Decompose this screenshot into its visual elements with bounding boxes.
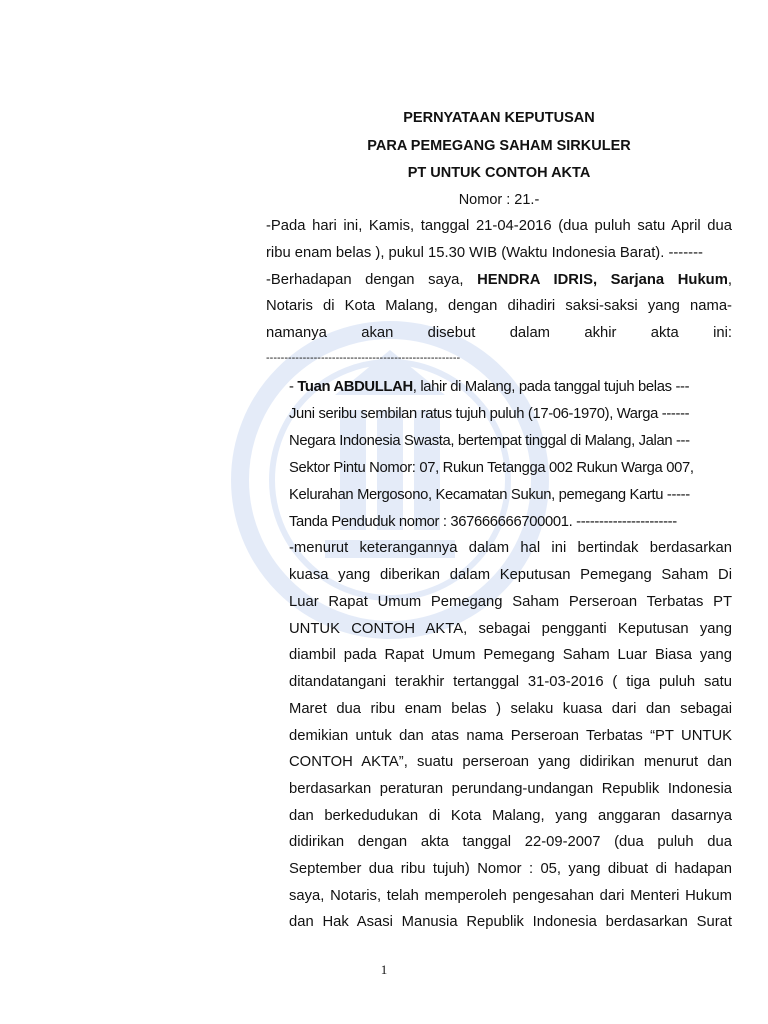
appearer-lead: -	[289, 379, 298, 395]
body-line-13: September dua ribu tujuh) Nomor : 05, yang dibuat di hadapan	[289, 861, 732, 877]
body-line-7: Maret dua ribu enam belas ) selaku kuasa dari dan sebagai	[289, 701, 732, 717]
appearer-line-6: Tanda Penduduk nomor : 367666666700001. ----------------------	[289, 514, 677, 530]
body-line-3: Luar Rapat Umum Pemegang Saham Perseroan Terbatas PT	[289, 594, 732, 610]
body-line-2: kuasa yang diberikan dalam Keputusan Pemegang Saham Di	[289, 567, 732, 583]
notary-line-3: namanya akan disebut dalam akhir akta ini:	[266, 325, 732, 341]
notary-suffix: ,	[727, 272, 732, 288]
appearer-line-5: Kelurahan Mergosono, Kecamatan Sukun, pemegang Kartu -----	[289, 487, 690, 503]
body-line-10: berdasarkan peraturan perundang-undangan Republik Indonesia	[289, 781, 732, 797]
body-line-6: ditandatangani terakhir tertanggal 31-03-2016 ( tiga puluh satu	[289, 674, 732, 690]
body-line-15: dan Hak Asasi Manusia Republik Indonesia berdasarkan Surat	[289, 914, 732, 930]
appearer-line-3: Negara Indonesia Swasta, bertempat tinggal di Malang, Jalan ---	[289, 433, 690, 449]
body-line-14: saya, Notaris, telah memperoleh pengesahan dari Menteri Hukum	[289, 888, 732, 904]
appearer-line-4: Sektor Pintu Nomor: 07, Rukun Tetangga 002 Rukun Warga 007,	[289, 460, 694, 476]
opening-line-1: -Pada hari ini, Kamis, tanggal 21-04-2016 (dua puluh satu April dua	[266, 218, 732, 234]
body-line-4: UNTUK CONTOH AKTA, sebagai pengganti Keputusan yang	[289, 621, 732, 637]
body-line-9: CONTOH AKTA”, suatu perseroan yang didirikan menurut dan	[289, 754, 732, 770]
body-line-8: demikian untuk dan atas nama Perseroan Terbatas “PT UNTUK	[289, 728, 732, 744]
notary-line-2: Notaris di Kota Malang, dengan dihadiri saksi-saksi yang nama-	[266, 298, 732, 314]
notary-line-1	[266, 270, 732, 290]
body-line-11: dan berkedudukan di Kota Malang, yang anggaran dasarnya	[289, 808, 732, 824]
title-line-3: PT UNTUK CONTOH AKTA	[407, 165, 591, 181]
appearer-line-1	[289, 377, 732, 397]
page-number: 1	[380, 962, 388, 977]
appearer-line-2: Juni seribu sembilan ratus tujuh puluh (17-06-1970), Warga ------	[289, 406, 690, 422]
notary-dashes: -----------------------------------------------------	[266, 352, 461, 364]
body-line-12: didirikan dengan akta tanggal 22-09-2007 (dua puluh dua	[289, 834, 732, 850]
appearer-line-1-rest: , lahir di Malang, pada tanggal tujuh belas ---	[412, 379, 690, 395]
appearer-name: Tuan ABDULLAH	[297, 379, 413, 395]
body-line-5: diambil pada Rapat Umum Pemegang Saham Luar Biasa yang	[289, 647, 732, 663]
notary-name: HENDRA IDRIS, Sarjana Hukum	[477, 272, 728, 288]
title-line-2: PARA PEMEGANG SAHAM SIRKULER	[367, 138, 631, 154]
title-line-1: PERNYATAAN KEPUTUSAN	[403, 110, 595, 126]
opening-line-2: ribu enam belas ), pukul 15.30 WIB (Waktu Indonesia Barat). -------	[266, 245, 703, 261]
body-line-1: -menurut keterangannya dalam hal ini bertindak berdasarkan	[289, 540, 732, 556]
notary-prefix: -Berhadapan dengan saya,	[266, 272, 464, 288]
nomor: Nomor : 21.-	[458, 192, 540, 208]
